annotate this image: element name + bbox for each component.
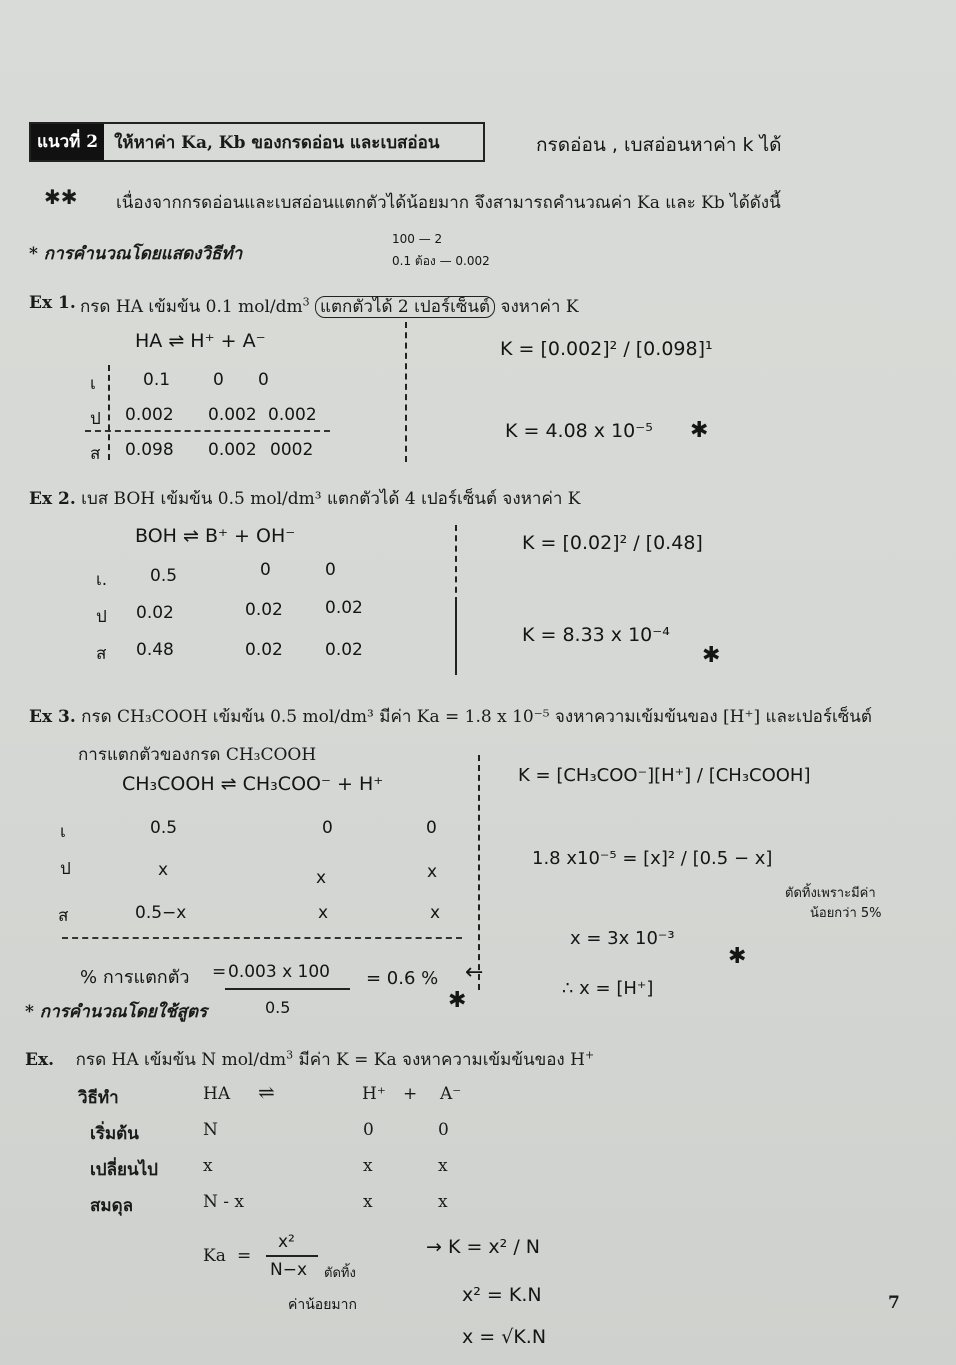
ex3-question-line2: การแตกตัวของกรด CH₃COOH: [78, 745, 317, 765]
ex4-cell: 0: [438, 1120, 449, 1140]
margin-note-line1: 100 — 2: [392, 232, 443, 246]
ex4-species: H⁺: [362, 1084, 386, 1104]
ex3-cell: x: [158, 860, 169, 880]
header-title: ให้หาค่า Ka, Kb ของกรดอ่อน และเบสอ่อน: [114, 132, 440, 153]
ex3-row-label: ส: [58, 906, 69, 926]
ex4-cell: x: [438, 1192, 448, 1212]
page-number: 7: [888, 1293, 900, 1313]
ex1-row-change-label: ป: [90, 409, 101, 429]
ex1-cell: 0: [213, 370, 224, 390]
section-header: [29, 122, 485, 162]
ex3-cell: x: [427, 862, 438, 882]
ex1-star-mark: ✱: [690, 418, 709, 443]
ex2-cell: 0: [260, 560, 271, 580]
ex1-row-eq-label: ส: [90, 444, 101, 464]
ex3-divider: [62, 937, 462, 939]
ka-denominator: N−x: [270, 1260, 308, 1280]
ex1-cell: 0.002: [208, 405, 257, 425]
ex3-fraction-bar: [225, 988, 350, 990]
ex2-cell: 0.02: [325, 598, 363, 618]
ex2-cell: 0.02: [136, 603, 174, 623]
ex1-row-divider: [108, 365, 110, 460]
section-heading-show-work: * การคำนวณโดยแสดงวิธีทำ: [29, 244, 243, 264]
ex4-method-label: วิธีทำ: [78, 1088, 119, 1108]
ex3-h-conclusion: ∴ x = [H⁺]: [562, 978, 654, 999]
ex3-percent-numerator: 0.003 x 100: [228, 962, 330, 982]
ex3-star-mark: ✱: [728, 944, 747, 969]
arrow-left-icon: ←: [465, 960, 484, 985]
ex4-question: Ex. กรด HA เข้มข้น N mol/$dm^3$ มีค่า K = Ka จงหาความเข้มข้นของ H+: [25, 1048, 595, 1070]
ex2-cell: 0.02: [245, 640, 283, 660]
ex3-question-line1: Ex 3. กรด CH₃COOH เข้มข้น 0.5 mol/dm³ มีค่า Ka = 1.8 x 10⁻⁵ จงหาความเข้มข้นของ [H⁺] และเปอร์เซ็นต์: [29, 707, 872, 727]
ex3-percent-star: ✱: [448, 988, 467, 1013]
ex3-k-substitution: 1.8 x10⁻⁵ = [x]² / [0.5 − x]: [532, 848, 773, 869]
header-handwritten-note: กรดอ่อน , เบสอ่อนหาค่า k ได้: [536, 134, 782, 156]
ex3-percent-denominator: 0.5: [265, 998, 291, 1017]
ex3-cell: x: [430, 903, 441, 923]
ex2-equation: BOH ⇌ B⁺ + OH⁻: [135, 525, 296, 547]
ex1-row-start-label: เ: [90, 374, 96, 394]
ex4-cell: 0: [363, 1120, 374, 1140]
ex4-species: HA: [203, 1084, 231, 1104]
ex2-row-label: ส: [96, 644, 107, 664]
ex2-k-expression: K = [0.02]² / [0.48]: [522, 532, 703, 554]
ex1-label: Ex 1.: [29, 293, 76, 313]
ex4-row-label: เริ่มต้น: [90, 1124, 139, 1144]
ex3-cell: 0: [426, 818, 437, 838]
ka-note-cancel: ตัดทิ้ง: [324, 1266, 356, 1281]
intro-text: เนื่องจากกรดอ่อนและเบสอ่อนแตกตัวได้น้อยมาก จึงสามารถคำนวณค่า Ka และ Kb ได้ดังนี้: [116, 193, 781, 213]
ex3-side-note-line2: น้อยกว่า 5%: [810, 906, 882, 921]
formula-x-root: x = √K.N: [462, 1326, 547, 1348]
formula-k: → K = x² / N: [426, 1236, 540, 1258]
ex1-k-result: K = 4.08 x 10⁻⁵: [505, 420, 653, 442]
ex1-cell: 0: [258, 370, 269, 390]
ex3-percent-label: % การแตกตัว: [80, 967, 190, 988]
ka-fraction-bar: [266, 1255, 318, 1257]
ex4-species: +: [403, 1084, 418, 1104]
ka-label: Ka: [203, 1246, 226, 1266]
ex2-row-label: เ.: [96, 570, 108, 590]
ex2-cell: 0.48: [136, 640, 174, 660]
ex2-column-divider-solid: [455, 600, 457, 675]
ex1-cell: 0.002: [268, 405, 317, 425]
ex2-star-mark: ✱: [702, 643, 721, 668]
ex1-cell: 0.1: [143, 370, 171, 390]
ex1-question: กรด HA เข้มข้น 0.1 mol/$dm^3$ แตกตัวได้ 2 เปอร์เซ็นต์ จงหาค่า K: [80, 295, 579, 317]
ex2-cell: 0.02: [325, 640, 363, 660]
ex1-cell: 0.002: [125, 405, 174, 425]
ex3-percent-result: = 0.6 %: [366, 968, 439, 989]
ex1-column-divider: [405, 322, 407, 462]
ex4-species: A⁻: [440, 1084, 462, 1104]
ex4-cell: x: [438, 1156, 448, 1176]
ex4-cell: x: [203, 1156, 213, 1176]
ex2-cell: 0: [325, 560, 336, 580]
ex3-row-label: เ: [60, 822, 66, 842]
ex4-cell: N: [203, 1120, 218, 1140]
ex3-x-result: x = 3x 10⁻³: [570, 928, 675, 949]
formula-x-squared: x² = K.N: [462, 1284, 542, 1306]
stars-mark: ✱✱: [44, 185, 78, 209]
ex3-cell: 0: [322, 818, 333, 838]
ex1-cell: 0002: [270, 440, 314, 460]
ex4-row-label: เปลี่ยนไป: [90, 1160, 158, 1180]
ka-numerator: x²: [278, 1232, 295, 1252]
ex3-percent-eq: =: [212, 962, 227, 982]
ex3-row-label: ป: [60, 859, 71, 879]
ex4-cell: x: [363, 1192, 373, 1212]
ex4-cell: x: [363, 1156, 373, 1176]
margin-note-line2: 0.1 ต้อง — 0.002: [392, 254, 490, 268]
ex2-cell: 0.5: [150, 566, 178, 586]
ex3-column-divider: [478, 755, 480, 990]
equilibrium-arrow-icon: ⇌: [258, 1080, 275, 1104]
header-tag: แนวที่ 2: [31, 124, 104, 160]
ex1-circled-percent: แตกตัวได้ 2 เปอร์เซ็นต์: [315, 296, 495, 318]
ex3-equation: CH₃COOH ⇌ CH₃COO⁻ + H⁺: [122, 773, 384, 795]
ex3-cell: x: [316, 868, 327, 888]
ex1-k-expression: K = [0.002]² / [0.098]¹: [500, 338, 713, 360]
ex2-question: Ex 2. เบส BOH เข้มข้น 0.5 mol/dm³ แตกตัวได้ 4 เปอร์เซ็นต์ จงหาค่า K: [29, 489, 581, 509]
ex1-cell: 0.098: [125, 440, 174, 460]
ka-equals: =: [237, 1246, 252, 1266]
ex2-k-result: K = 8.33 x 10⁻⁴: [522, 624, 670, 646]
ex1-equation: HA ⇌ H⁺ + A⁻: [135, 330, 266, 352]
ex1-cell: 0.002: [208, 440, 257, 460]
ex4-cell: N - x: [203, 1192, 245, 1212]
ex1-divider: [85, 430, 330, 432]
section-heading-formula: * การคำนวณโดยใช้สูตร: [25, 1002, 208, 1022]
ex3-side-note-line1: ตัดทิ้งเพราะมีค่า: [785, 886, 876, 901]
ex2-cell: 0.02: [245, 600, 283, 620]
ex3-k-expression: K = [CH₃COO⁻][H⁺] / [CH₃COOH]: [518, 765, 811, 786]
ex3-cell: 0.5−x: [135, 903, 187, 923]
ka-note-small: ค่าน้อยมาก: [288, 1297, 357, 1313]
ex4-row-label: สมดุล: [90, 1196, 134, 1216]
ex3-cell: x: [318, 903, 329, 923]
ex3-cell: 0.5: [150, 818, 178, 838]
ex2-row-label: ป: [96, 607, 107, 627]
